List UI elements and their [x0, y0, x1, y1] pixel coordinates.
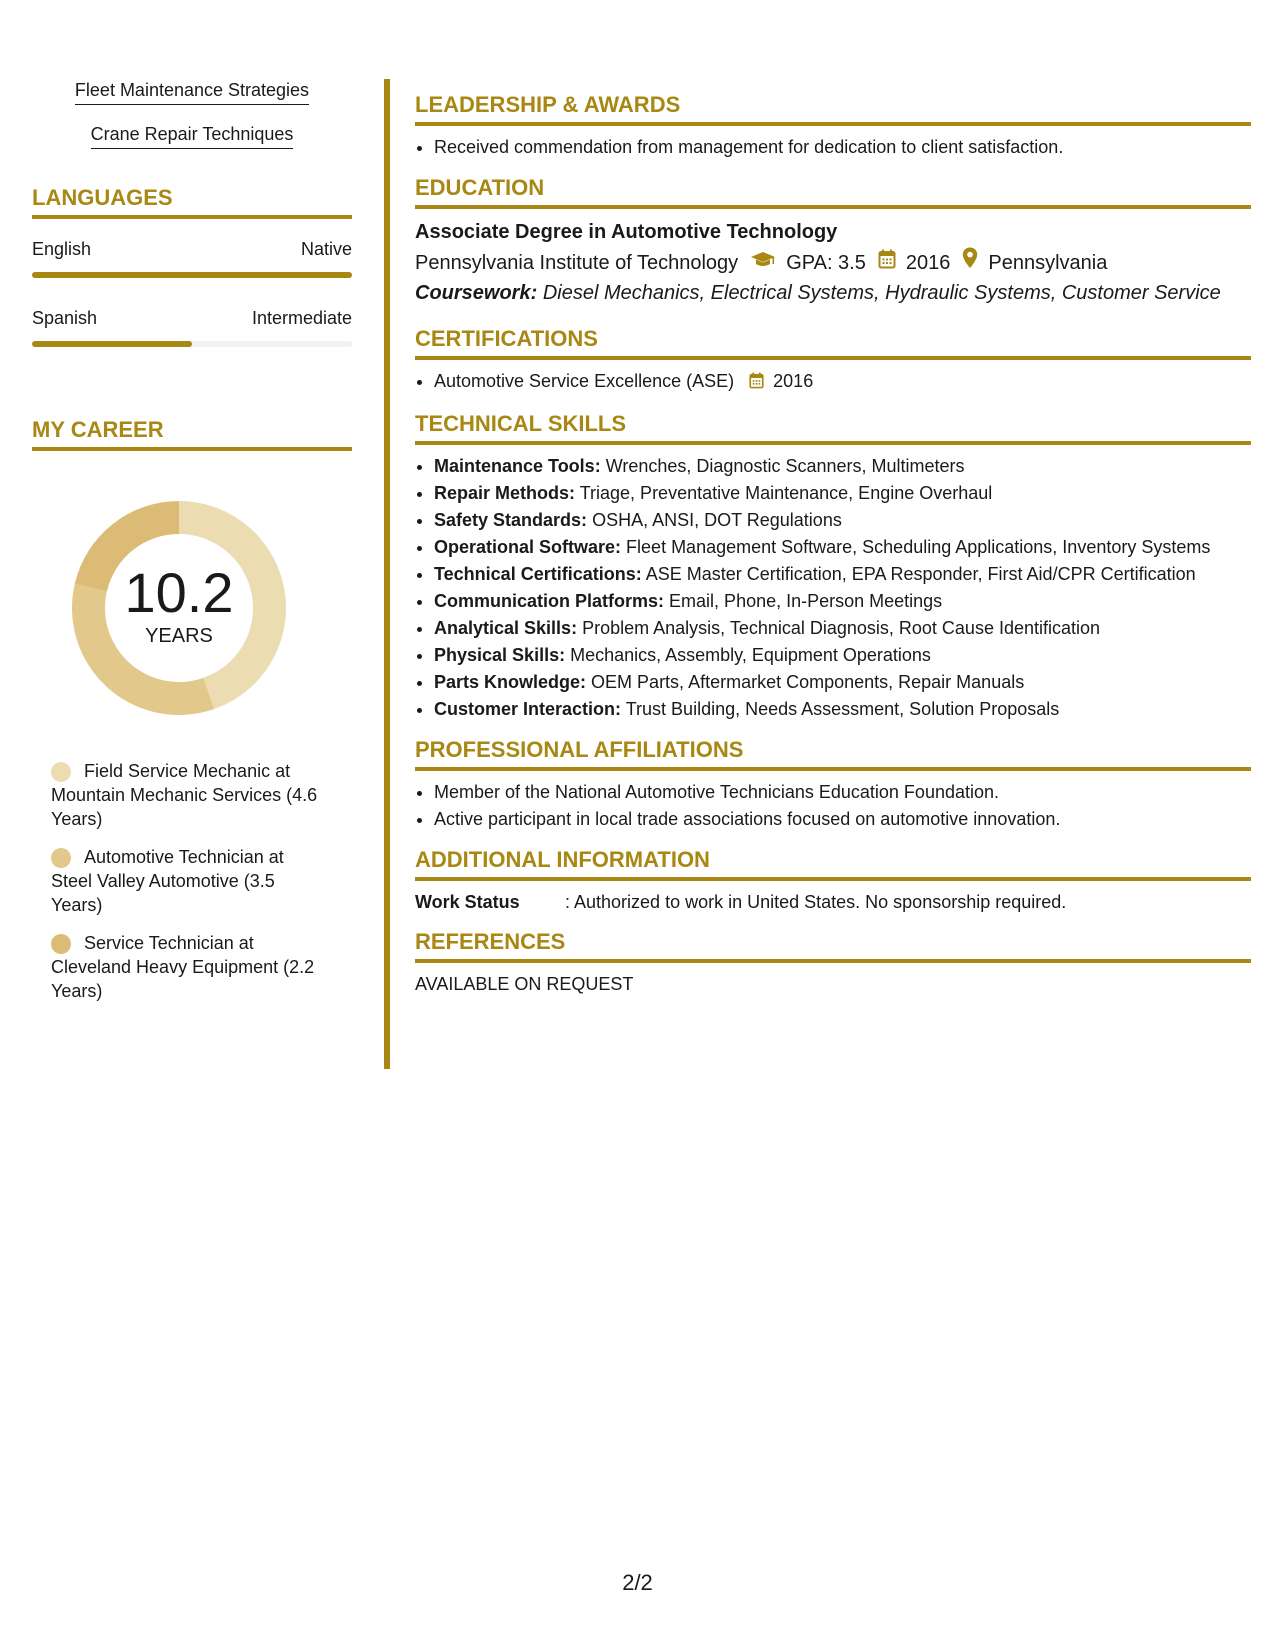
skill-value: Mechanics, Assembly, Equipment Operations	[570, 645, 931, 665]
coursework-label: Coursework:	[415, 282, 538, 304]
skill-label: Repair Methods:	[434, 483, 576, 503]
left-column	[32, 80, 352, 1017]
skill-label: Customer Interaction:	[434, 699, 622, 719]
education-location: Pennsylvania	[988, 251, 1108, 274]
skill-item	[434, 453, 1251, 480]
language-level: Native	[300, 239, 352, 259]
calendar-icon	[878, 248, 896, 278]
course-label: Fleet Maintenance Strategies	[75, 80, 309, 105]
education-year: 2016	[905, 251, 951, 274]
skills-heading: TECHNICAL SKILLS	[415, 411, 1251, 445]
certification-year: 2016	[773, 371, 814, 391]
affiliation-item: • Member of the National Automotive Technicians Education Foundation.	[434, 779, 1251, 806]
work-status-row	[415, 889, 1251, 915]
column-divider	[384, 79, 390, 1069]
education-meta	[415, 247, 1251, 278]
leadership-list	[415, 134, 1251, 161]
language-bar-fill	[32, 272, 352, 278]
career-total	[64, 493, 294, 723]
skill-label: Parts Knowledge:	[434, 672, 587, 692]
affiliations-list	[415, 779, 1251, 833]
skill-label: Safety Standards:	[434, 510, 588, 530]
skill-item	[434, 561, 1251, 588]
skill-value: Email, Phone, In-Person Meetings	[669, 591, 943, 611]
skill-item	[434, 534, 1251, 561]
language-name: English	[32, 239, 92, 259]
education-degree: Associate Degree in Automotive Technology	[415, 221, 838, 243]
career-legend-label: Service Technician at Cleveland Heavy Equipment (2.2 Years)	[51, 933, 315, 1001]
leadership-section	[415, 92, 1251, 161]
page-number: 2/2	[622, 1570, 653, 1595]
skill-value: Fleet Management Software, Scheduling Applications, Inventory Systems	[626, 537, 1211, 557]
legend-dot-icon	[51, 848, 71, 868]
certification-name: Automotive Service Excellence (ASE)	[434, 371, 735, 391]
skill-value: Trust Building, Needs Assessment, Solution Proposals	[625, 699, 1060, 719]
career-total-value: 10.2	[124, 561, 234, 624]
skills-section	[415, 411, 1251, 723]
legend-dot-icon	[51, 762, 71, 782]
language-entry	[32, 239, 352, 278]
references-heading: REFERENCES	[415, 929, 1251, 963]
career-total-unit: YEARS	[145, 625, 213, 647]
education-section	[415, 175, 1251, 308]
career-legend-item	[51, 845, 321, 917]
certifications-list	[415, 368, 1251, 397]
skill-value: Wrenches, Diagnostic Scanners, Multimeters	[605, 456, 965, 476]
career-heading: MY CAREER	[32, 417, 352, 451]
languages-heading: LANGUAGES	[32, 185, 352, 219]
leadership-item: • Received commendation from management for dedication to client satisfaction.	[434, 134, 1251, 161]
language-row	[32, 239, 352, 260]
education-coursework	[415, 278, 1251, 308]
calendar-icon	[749, 370, 764, 397]
skill-value: ASE Master Certification, EPA Responder, First Aid/CPR Certification	[645, 564, 1196, 584]
legend-dot-icon	[51, 934, 71, 954]
skill-label: Operational Software:	[434, 537, 622, 557]
skill-item	[434, 480, 1251, 507]
affiliations-heading: PROFESSIONAL AFFILIATIONS	[415, 737, 1251, 771]
work-status-value: : Authorized to work in United States. No sponsorship required.	[565, 892, 1067, 912]
certification-item	[434, 368, 1251, 397]
additional-section	[415, 847, 1251, 915]
skill-value: Triage, Preventative Maintenance, Engine Overhaul	[579, 483, 993, 503]
language-level: Intermediate	[251, 308, 352, 328]
skill-item	[434, 669, 1251, 696]
skill-label: Communication Platforms:	[434, 591, 665, 611]
right-column	[415, 92, 1251, 1011]
career-legend-label: Automotive Technician at Steel Valley Automotive (3.5 Years)	[51, 847, 284, 915]
graduation-cap-icon	[750, 248, 776, 278]
skill-value: Problem Analysis, Technical Diagnosis, Root Cause Identification	[582, 618, 1101, 638]
career-legend-item	[51, 759, 321, 831]
references-text: AVAILABLE ON REQUEST	[415, 974, 634, 994]
certifications-section	[415, 326, 1251, 397]
skill-item	[434, 642, 1251, 669]
additional-heading: ADDITIONAL INFORMATION	[415, 847, 1251, 881]
career-donut-chart	[64, 493, 294, 723]
education-gpa: GPA: 3.5	[786, 251, 866, 274]
education-school: Pennsylvania Institute of Technology	[415, 251, 739, 274]
language-name: Spanish	[32, 308, 98, 328]
course-item	[32, 80, 352, 105]
affiliation-item: • Active participant in local trade associations focused on automotive innovation.	[434, 806, 1251, 833]
leadership-heading: LEADERSHIP & AWARDS	[415, 92, 1251, 126]
language-bar-fill	[32, 341, 192, 347]
career-legend-item	[51, 931, 321, 1003]
work-status-label: Work Status	[415, 892, 520, 912]
language-entry	[32, 308, 352, 347]
career-legend	[32, 759, 352, 1003]
coursework-value: Diesel Mechanics, Electrical Systems, Hydraulic Systems, Customer Service	[542, 282, 1221, 304]
course-item	[32, 124, 352, 149]
location-pin-icon	[962, 247, 978, 278]
language-bar	[32, 341, 352, 347]
skill-value: OEM Parts, Aftermarket Components, Repair Manuals	[591, 672, 1025, 692]
skill-item	[434, 507, 1251, 534]
certifications-heading: CERTIFICATIONS	[415, 326, 1251, 360]
course-label: Crane Repair Techniques	[91, 124, 294, 149]
skill-label: Maintenance Tools:	[434, 456, 601, 476]
references-section	[415, 929, 1251, 997]
skills-list	[415, 453, 1251, 723]
skill-value: OSHA, ANSI, DOT Regulations	[592, 510, 842, 530]
language-row	[32, 308, 352, 329]
language-bar	[32, 272, 352, 278]
skill-label: Analytical Skills:	[434, 618, 578, 638]
education-heading: EDUCATION	[415, 175, 1251, 209]
career-legend-label: Field Service Mechanic at Mountain Mechanic Services (4.6 Years)	[51, 761, 318, 829]
skill-label: Physical Skills:	[434, 645, 566, 665]
skill-item	[434, 696, 1251, 723]
skill-item	[434, 615, 1251, 642]
skill-item	[434, 588, 1251, 615]
skill-label: Technical Certifications:	[434, 564, 642, 584]
affiliations-section	[415, 737, 1251, 833]
